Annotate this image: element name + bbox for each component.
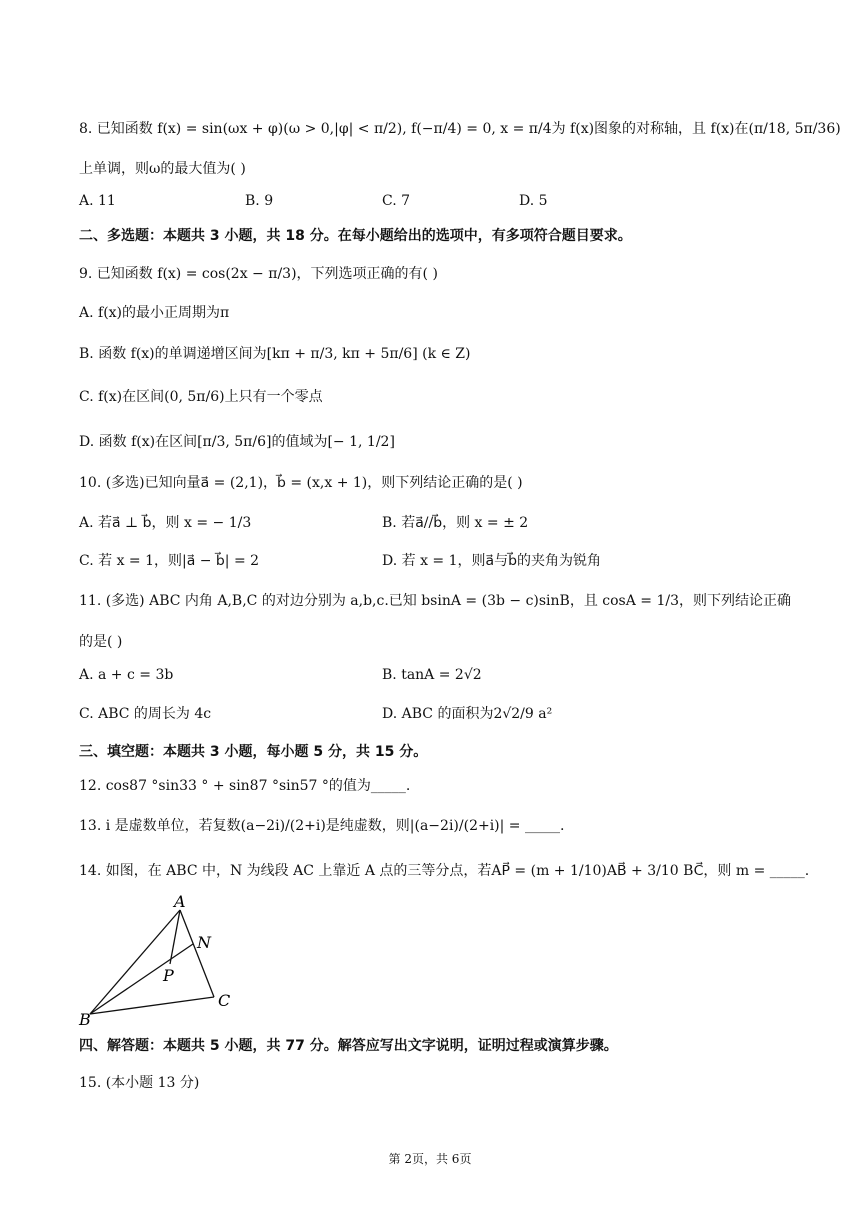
section-4-heading: 四、解答题：本题共 5 小题，共 77 分。解答应写出文字说明，证明过程或演算步骤。 xyxy=(79,1038,618,1054)
q11-option-d: D. ABC 的面积为2√2/9 a² xyxy=(382,706,553,722)
q10-option-d: D. 若 x = 1，则a⃗与b⃗的夹角为锐角 xyxy=(382,553,601,569)
q10-stem: 10. (多选)已知向量a⃗ = (2,1)，b⃗ = (x,x + 1)，则下列结论正确的是( ) xyxy=(79,475,523,491)
q9-option-b: B. 函数 f(x)的单调递增区间为[kπ + π/3, kπ + 5π/6] (k ∈ Z) xyxy=(79,346,471,362)
section-2-heading: 二、多选题：本题共 3 小题，共 18 分。在每小题给出的选项中，有多项符合题目要求。 xyxy=(79,228,632,244)
q8-stem-line1 xyxy=(79,118,841,140)
q8-line1-text: 8. 已知函数 f(x) = sin(ωx + φ)(ω > 0,|φ| < π/2), f(−π/4) = 0, x = π/4为 f(x)图象的对称轴，且 f(x)在(π/18, 5π/36) xyxy=(79,121,841,137)
q15-stem: 15. (本小题 13 分) xyxy=(79,1075,200,1091)
q8-stem-line2: 上单调，则ω的最大值为( ) xyxy=(79,161,246,177)
q8-option-d: D. 5 xyxy=(519,193,548,209)
q14-stem: 14. 如图，在 ABC 中，N 为线段 AC 上靠近 A 点的三等分点，若AP⃗ = (m + 1/10)AB⃗ + 3/10 BC⃗，则 m = _____. xyxy=(79,863,810,879)
q9-option-d: D. 函数 f(x)在区间[π/3, 5π/6]的值域为[− 1, 1/2] xyxy=(79,434,395,450)
section-3-heading: 三、填空题：本题共 3 小题，每小题 5 分，共 15 分。 xyxy=(79,744,428,760)
q10-option-b: B. 若a⃗//b⃗，则 x = ± 2 xyxy=(382,515,529,531)
label-c: C xyxy=(218,991,231,1010)
q11-stem-line1: 11. (多选) ABC 内角 A,B,C 的对边分别为 a,b,c.已知 bsinA = (3b − c)sinB，且 cosA = 1/3，则下列结论正确 xyxy=(79,593,792,609)
label-a: A xyxy=(174,892,186,911)
q11-option-c: C. ABC 的周长为 4c xyxy=(79,706,212,722)
q8-option-c: C. 7 xyxy=(382,193,411,209)
q9-stem: 9. 已知函数 f(x) = cos(2x − π/3)，下列选项正确的有( ) xyxy=(79,266,438,282)
q11-option-b: B. tanA = 2√2 xyxy=(382,667,482,683)
q9-option-a: A. f(x)的最小正周期为π xyxy=(79,305,230,321)
q12-stem: 12. cos87 °sin33 ° + sin87 °sin57 °的值为_____. xyxy=(79,778,411,794)
triangle-figure xyxy=(76,892,246,1032)
q8-option-b: B. 9 xyxy=(245,193,274,209)
label-p: P xyxy=(163,966,174,985)
q8-option-a: A. 11 xyxy=(79,193,116,209)
q9-option-c: C. f(x)在区间(0, 5π/6)上只有一个零点 xyxy=(79,389,323,405)
label-n: N xyxy=(197,933,211,952)
q11-stem-line2: 的是( ) xyxy=(79,634,123,650)
q10-option-a: A. 若a⃗ ⊥ b⃗，则 x = − 1/3 xyxy=(79,515,252,531)
q11-option-a: A. a + c = 3b xyxy=(79,667,174,683)
label-b: B xyxy=(79,1010,91,1029)
q13-stem: 13. i 是虚数单位，若复数(a−2i)/(2+i)是纯虚数，则|(a−2i)/(2+i)| = _____. xyxy=(79,818,565,834)
page-footer: 第 2页，共 6页 xyxy=(388,1152,472,1166)
q10-option-c: C. 若 x = 1，则|a⃗ − b⃗| = 2 xyxy=(79,553,260,569)
